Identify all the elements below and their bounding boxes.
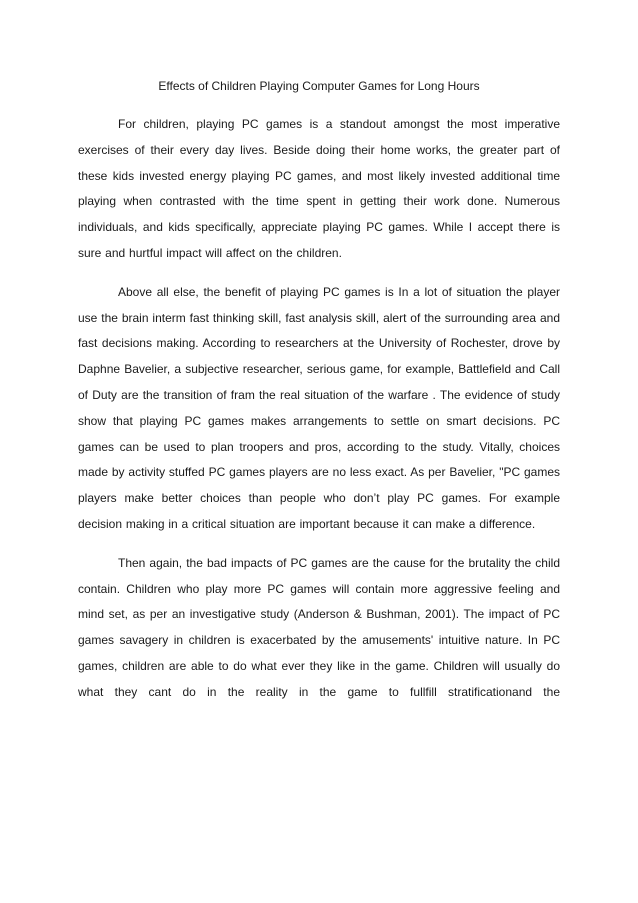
document-body bbox=[78, 112, 560, 706]
document-title: Effects of Children Playing Computer Games for Long Hours bbox=[158, 79, 480, 93]
paragraph-2: Above all else, the benefit of playing PC games is In a lot of situation the player use the brain interm fast thinking skill, fast analysis skill, alert of the surrounding area and fast decisions making. According to researchers at the University of Rochester, drove by Daphne Bavelier, a subjective researcher, serious game, for example, Battlefield and Call of Duty are the transition of fram the real situation of the warfare . The evidence of study show that playing PC games makes arrangements to settle on smart decisions. PC games can be used to plan troopers and pros, according to the study. Vitally, choices made by activity stuffed PC games players are no less exact. As per Bavelier, "PC games players make better choices than people who don’t play PC games. For example decision making in a critical situation are important because it can make a difference. bbox=[78, 284, 560, 531]
paragraph-1: For children, playing PC games is a standout amongst the most imperative exercises of their every day lives. Beside doing their home works, the greater part of these kids invested energy playing PC games, and most likely invested additional time playing when contrasted with the time spent in getting their work done. Numerous individuals, and kids specifically, appreciate playing PC games. While I accept there is sure and hurtful impact will affect on the children. bbox=[78, 117, 560, 260]
paragraph-3: Then again, the bad impacts of PC games are the cause for the brutality the child contain. Children who play more PC games will contain more aggressive feeling and mind set, as per an investigative study (Anderson & Bushman, 2001). The impact of PC games savagery in children is exacerbated by the amusements' intuitive nature. In PC games, children are able to do what ever they like in the game. Children will usually do what they cant do in the reality in the game to fullfill stratificationand the bbox=[78, 555, 560, 699]
